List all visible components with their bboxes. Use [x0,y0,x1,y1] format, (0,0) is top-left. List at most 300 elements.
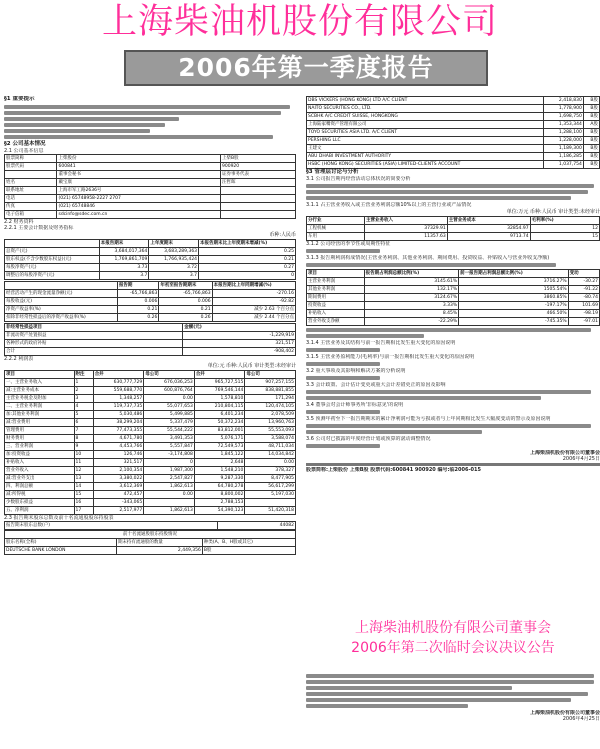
section-3-1-3: 3.1.3 报告期利润构成情况(主营业务利润、其他业务利润、期间费用、投资收益、补贴收入与营业外收支净额) [306,255,550,261]
pl-cell: 主营业务税金及附加 [5,395,75,403]
fin-cell: 3,684,017,364 [99,248,149,256]
chg-cell: 3716.27% [459,278,569,286]
pl-cell: 5,197,030 [245,491,296,499]
seg-cell: 工程机械 [307,225,365,233]
income-statement-heading: 2.2.2 利润表 [4,356,34,362]
holder-row [307,161,600,169]
pl-cell: 加:其他业务利润 [5,411,75,419]
chg-header-cell: 前一报告期占利润总额比例(%) [459,270,569,278]
holder-cell: 1,698,750 [544,113,584,121]
info-cell: 联系地址 [5,187,57,195]
basic-info-heading: 2.1 公司基本信息 [4,148,44,154]
pl-cell: 6 [74,419,93,427]
section-3-4: 3.4 董事会对会计师事务所'非标意见'的说明 [306,402,404,408]
seg-header-cell: 毛利率(%) [530,217,599,225]
pl-cell: 5,076,171 [194,435,245,443]
holder-cell: NAITO SECURITIES CO., LTD. [307,105,544,113]
section-3-5: 3.5 预测年初至下一报告期期末的累计净利润可能为亏损或者与上年同期相比发生大幅度变动的警示及原因说明 [306,416,551,422]
fin-header [5,240,296,248]
holder-cell: 上海陆家嘴资产管理有限公司 [307,121,544,129]
pl-cell: 3,612,369 [93,483,144,491]
holder-cell: 1,189,300 [544,145,584,153]
holder-cell: 1,353,344 [544,121,584,129]
info-row [5,203,296,211]
pl-cell: 3,380,022 [93,475,144,483]
nonrec-cell: 各种形式的政府补贴 [5,340,183,348]
income-statement-table [4,370,296,515]
shareholders-heading: 2.3 报告期末股东总数及前十名流通股股东持股表 [4,515,114,521]
pl-cell: 一、主营业务收入 [5,379,75,387]
info-cell: 股票简称 [5,155,57,163]
top10-table-continued [306,96,600,169]
pl-cell: 472,457 [93,491,144,499]
pl-cell: 171,294 [245,395,296,403]
holder-cell: B股 [583,145,599,153]
info-row [5,171,296,179]
pl-cell: 减:主营业务成本 [5,387,75,395]
holder-cell: 2,418,830 [544,97,584,105]
pl-cell: 2,100,354 [93,467,144,475]
pl-header-cell: 母公司 [245,371,296,379]
fin-cell: 3.7 [149,272,199,280]
chg-cell: -30.27 [568,278,599,286]
pl-cell: 10 [74,451,93,459]
key-financials-table [4,239,296,280]
chg-cell: 466.50% [459,310,569,318]
holder-cell: TOYO SECURITIES ASIA LTD. A/C CLIENT [307,129,544,137]
chg-cell: 投资收益 [307,302,365,310]
nonrec-row [5,332,296,340]
segment-unit: 单位:万元 币种:人民币 审计类型:未经审计 [506,209,600,215]
pl-cell: 补贴收入 [5,459,75,467]
pl-header-cell: 合并 [194,371,245,379]
pl-cell: 8 [74,435,93,443]
pl-cell: 5,337,479 [144,419,195,427]
section-3-6: 3.6 公司对已披露的年度经营计划或预算的滚动调整情况 [306,436,431,442]
pl-cell: 559,688,770 [93,387,144,395]
holder-cell: 1,037,754 [544,161,584,169]
holder-row [307,105,600,113]
info-cell: sdcinfo@sdec.com.cn [57,211,221,219]
pl-cell: 1,987,300 [144,467,195,475]
holder-cell: 1,186,285 [544,153,584,161]
pl-cell: 16 [74,499,93,507]
signature-2: 上海柴油机股份有限公司董事会 [529,710,600,716]
fin-row [5,272,296,280]
fin-cell: 1,766,935,424 [149,256,199,264]
pl-cell: 0.00 [144,395,195,403]
date-2: 2006年4月25日 [562,716,600,722]
info-cell: 上柴B股 [220,155,295,163]
pl-cell: 减:营业外支出 [5,475,75,483]
pl-cell: 48,711,034 [245,443,296,451]
fin-cell: 1,769,861,709 [99,256,149,264]
seg-cell: 37329.91 [364,225,447,233]
holder-total-label: 报告期末股东总数(户) [5,522,218,530]
pl-cell: 1,845,122 [194,451,245,459]
pl-cell: 1,862,613 [144,507,195,515]
pl-cell: 64,780,278 [194,483,245,491]
fin2-row [5,314,296,322]
fin2-row [5,298,296,306]
pl-cell: 15 [74,491,93,499]
pl-cell: 50,372,234 [194,419,245,427]
holder-row [307,113,600,121]
chg-cell: 3.33% [364,302,459,310]
pl-cell: 126,746 [93,451,144,459]
pl-row [5,395,296,403]
fin2-cell: 扣除非经常性损益后的净资产收益率(%) [5,314,118,322]
holder-cell: B股 [583,113,599,121]
pl-cell: -3,174,808 [144,451,195,459]
holder-cell: B股 [583,153,599,161]
chg-cell: -91.22 [568,286,599,294]
info-cell: 证券事务代表 [220,171,295,179]
basic-info-table [4,154,296,219]
pl-cell: 减:所得税 [5,491,75,499]
pl-cell: 2 [74,387,93,395]
pl-cell: 11 [74,459,93,467]
fin-header-cell: 本报告期末 [99,240,149,248]
fin2-header-cell: 本报告期比上年同期增减(%) [212,282,295,290]
fin-cell: 3,683,289,363 [149,248,199,256]
pl-cell: 14 [74,483,93,491]
pl-cell: 5,557,847 [144,443,195,451]
pl-cell: 5,499,885 [144,411,195,419]
nonrec-cell: -908,402 [183,348,296,356]
fin-cell: 3.7 [99,272,149,280]
pl-row [5,403,296,411]
pl-cell: 17 [74,507,93,515]
pl-row [5,491,296,499]
chg-cell: -80.74 [568,294,599,302]
nonrec-cell: -1,229,919 [183,332,296,340]
pl-cell: 2,788,153 [194,499,245,507]
holder-cell: A股 [583,121,599,129]
pl-cell: 3 [74,395,93,403]
currency-unit: 币种:人民币 [269,232,296,238]
top10-col-qty: 期末持有流通股的数量 [116,539,202,547]
pl-cell: 4,453,766 [93,443,144,451]
pl-cell: 少数股东损益 [5,499,75,507]
fin-cell: 0 [199,272,296,280]
signature-1: 上海柴油机股份有限公司董事会 [529,450,600,456]
info-cell: (021) 65748958-2227 2707 [57,195,221,203]
top10-first-qty: 2,449,356 [116,547,202,555]
non-recurring-table [4,323,296,356]
top10-first-name: DEUTSCHE BANK LONDON [5,547,117,555]
pl-cell: 1 [74,379,93,387]
nonrec-cell: 321,517 [183,340,296,348]
pl-cell: 1,578,810 [194,395,245,403]
pl-cell: 72,549,573 [194,443,245,451]
fin2-cell: -92.82 [212,298,295,306]
pl-cell: 管理费用 [5,427,75,435]
holder-row [307,145,600,153]
chg-cell: 3124.67% [364,294,459,302]
info-row [5,187,296,195]
holder-cell: B股 [583,137,599,145]
fin-row [5,248,296,256]
fin-cell: 0.25 [199,248,296,256]
nonrec-header-cell: 金额(元) [183,324,296,332]
fin2-row [5,290,296,298]
fin-cell: 股东权益(不含少数股东权益)(元) [5,256,100,264]
pl-cell: 55,553,093 [245,427,296,435]
chg-cell: 其他业务利润 [307,286,365,294]
holder-cell: B股 [583,129,599,137]
holder-cell: HSBC (HONG KONG) SECURITIES (ASIA) LIMITED-CLIENTS ACCOUNT [307,161,544,169]
pl-cell: 12 [74,467,93,475]
pl-cell: 2,648 [194,459,245,467]
holder-cell: B股 [583,97,599,105]
holder-cell: 1,288,100 [544,129,584,137]
chg-cell: 1505.54% [459,286,569,294]
holder-row [307,121,600,129]
fin2-header [5,282,296,290]
pl-cell: 120,474,105 [245,403,296,411]
pl-cell: 210,804,115 [194,403,245,411]
pl-cell: 8,800,002 [194,491,245,499]
pl-cell: 1,548,210 [194,467,245,475]
info-cell: 电子信箱 [5,211,57,219]
pl-row [5,387,296,395]
holder-row [307,137,600,145]
pl-cell: 630,777,729 [93,379,144,387]
fin2-cell: 0.26 [159,314,212,322]
chg-cell: -197.17% [459,302,569,310]
fin2-cell: 0.006 [159,298,212,306]
notice-title-line-1: 上海柴油机股份有限公司董事会 [355,620,551,636]
section-3-1: 3.1 公司报告期内经营活动总体状况的简要分析 [306,176,411,182]
pl-cell: 2,078,509 [245,411,296,419]
notice-body [306,672,600,748]
announcement-code: 股票简称:上柴股份 上柴B股 股票代码:600841 900920 编号:临2006-015 [306,467,481,473]
nonrec-row [5,340,296,348]
section-3-3: 3.3 会计政策、会计估计变更或重大会计差错更正的原因及影响 [306,382,446,388]
pl-cell: 1,348,257 [93,395,144,403]
pl-cell: 965,727,515 [194,379,245,387]
top10-title: 前十名流通股股东持股情况 [5,531,296,539]
pl-cell: 13,960,763 [245,419,296,427]
seg-cell: 15 [530,233,599,241]
pl-cell: 7 [74,427,93,435]
info-row [5,195,296,203]
pl-row [5,419,296,427]
fin2-cell: 减少 2.44 个百分点 [212,314,295,322]
chg-row [307,318,600,326]
fin2-cell: 净资产收益率(%) [5,306,118,314]
fin-row [5,264,296,272]
left-column [4,96,296,746]
segment-table [306,216,600,241]
info-cell [220,187,295,195]
chg-cell: 132.17% [364,286,459,294]
pl-cell: 13 [74,475,93,483]
info-cell: 上柴股份 [57,155,221,163]
report-title-banner: 2006年第一季度报告 [124,50,488,86]
info-cell: 电话 [5,195,57,203]
pl-header-cell: 附注 [74,371,93,379]
fin2-header-cell: 年初至报告期期末 [159,282,212,290]
pl-cell: 三、营业利润 [5,443,75,451]
top10-first-type: B股 [202,547,295,555]
fin2-cell: -65,766,863 [117,290,158,298]
pl-cell: 907,257,155 [245,379,296,387]
pl-cell: -343,065 [93,499,144,507]
income-statement-unit: 单位:元 币种:人民币 审计类型:未经审计 [207,363,296,369]
info-cell: 600841 [57,163,221,171]
pl-cell: 77,473,355 [93,427,144,435]
fin2-cell: 减少 2.63 个百分点 [212,306,295,314]
info-cell [220,211,295,219]
holder-cell: ABU DHABI INVESTMENT AUTHORITY [307,153,544,161]
fin-header-cell: 本报告期末比上年度期末增减(%) [199,240,296,248]
pl-cell: 0.00 [144,491,195,499]
pl-cell: 0.00 [245,459,296,467]
pl-cell: 378,327 [245,467,296,475]
chg-row [307,278,600,286]
holder-total-value: 44082 [217,522,295,530]
financial-data-heading: 2.2 财务资料 [4,219,34,225]
company-title: 上海柴油机股份有限公司 [101,2,498,42]
seg-cell: 9713.74 [447,233,530,241]
holder-cell: DBS VICKERS (HONG KONG) LTD A/C CLIENT [307,97,544,105]
pl-cell: 3,588,074 [245,435,296,443]
pl-row [5,379,296,387]
pl-cell: 9 [74,443,93,451]
pl-cell: 8,477,905 [245,475,296,483]
holder-row [307,97,600,105]
chg-cell: 8.45% [364,310,459,318]
fin-cell: 0.27 [199,264,296,272]
chg-cell: -22.29% [364,318,459,326]
seg-cell: 12 [530,225,599,233]
pl-header-cell: 合并 [93,371,144,379]
seg-cell: 车用 [307,233,365,241]
section-3-1-4: 3.1.4 主营业务及其结构与前一报告期相比发生重大变化的原因说明 [306,340,456,346]
pl-cell: 55,544,222 [144,427,195,435]
section-3-1-1: 3.1.1 占主营业务收入或主营业务利润总额10%以上的主营行业或产品情况 [306,202,472,208]
holder-cell: B股 [583,105,599,113]
pl-cell: 676,036,253 [144,379,195,387]
pl-cell: 55,077,653 [144,403,195,411]
fin2-cell: -65,766,863 [159,290,212,298]
info-cell: 戴宝康 [57,179,221,187]
pl-cell: 9,287,330 [194,475,245,483]
chg-header [307,270,600,278]
info-row [5,163,296,171]
chg-cell: 期间费用 [307,294,365,302]
fin2-row [5,306,296,314]
pl-row [5,411,296,419]
notice-title [306,618,600,670]
nonrec-header-cell: 非经常性损益项目 [5,324,183,332]
info-row [5,211,296,219]
section-3-1-5: 3.1.5 主营业务盈利能力(毛利率)与前一报告期相比发生重大变化的原因说明 [306,354,475,360]
chg-cell: 补贴收入 [307,310,365,318]
holder-cell: 王建文 [307,145,544,153]
chg-cell: 3860.85% [459,294,569,302]
pl-row [5,475,296,483]
section-1-heading: §1 重要提示 [4,96,35,102]
chg-header-cell: 变动 [568,270,599,278]
chg-header-cell: 报告期占利润总额比例(%) [364,270,459,278]
holder-cell: 1,778,900 [544,105,584,113]
fin2-header-cell [5,282,118,290]
pl-cell: 四、利润总额 [5,483,75,491]
chg-cell: 101.69 [568,302,599,310]
info-cell [220,203,295,211]
nonrec-row [5,348,296,356]
pl-cell: 51,420,318 [245,507,296,515]
pl-row [5,443,296,451]
pl-cell [144,499,195,507]
chg-cell: 3145.61% [364,278,459,286]
fin-cell: 3.73 [99,264,149,272]
chg-cell: -745.35% [459,318,569,326]
notice-title-line-2: 2006年第二次临时会议决议公告 [351,640,555,656]
chg-header-cell: 项目 [307,270,365,278]
pl-cell: 6,401,234 [194,411,245,419]
info-cell: 汪哲晖 [220,179,295,187]
pl-row [5,507,296,515]
info-cell: 姓名 [5,179,57,187]
seg-cell: 32854.97 [447,225,530,233]
pl-cell: 38,299,204 [93,419,144,427]
holder-cell: PERSHING LLC [307,137,544,145]
seg-header [307,217,600,225]
pl-cell: 119,737,735 [93,403,144,411]
pl-cell: 56,617,299 [245,483,296,491]
chg-row [307,286,600,294]
pl-cell: 3,491,353 [144,435,195,443]
chg-row [307,302,600,310]
seg-row [307,225,600,233]
chg-cell: 主营业务利润 [307,278,365,286]
pl-cell: 838,881,855 [245,387,296,395]
pl-cell: 营业外收入 [5,467,75,475]
info-cell: 传真 [5,203,57,211]
fin-cell: 每股净资产(元) [5,264,100,272]
info-row [5,179,296,187]
top10-col-name: 股东名称(全称) [5,539,117,547]
chg-row [307,294,600,302]
fin-row [5,256,296,264]
profit-structure-table [306,269,600,326]
holder-cell: SCBHK A/C CREDIT SUISSE, HONGKONG [307,113,544,121]
top10-col-type: 种类(A、B、H股或其它) [202,539,295,547]
chg-cell: -98.19 [568,310,599,318]
fin2-cell: -270.16 [212,290,295,298]
section-3-heading: §3 管理层讨论与分析 [306,169,359,175]
section-3-2: 3.2 重大事项及其影响和解决方案的分析说明 [306,368,406,374]
pl-cell: 54,390,123 [194,507,245,515]
pl-cell: 769,546,144 [194,387,245,395]
date-1: 2006年4月25日 [562,456,600,462]
fin2-header-cell: 报告期 [117,282,158,290]
pl-cell: 五、净利润 [5,507,75,515]
key-financials-table-2 [4,281,296,322]
fin-header-cell [5,240,100,248]
chg-cell: 营业外收支净额 [307,318,365,326]
pl-header [5,371,296,379]
seg-row [307,233,600,241]
seg-header-cell: 主营业务成本 [447,217,530,225]
pl-cell: 14,034,842 [245,451,296,459]
pl-row [5,483,296,491]
chg-row [307,310,600,318]
